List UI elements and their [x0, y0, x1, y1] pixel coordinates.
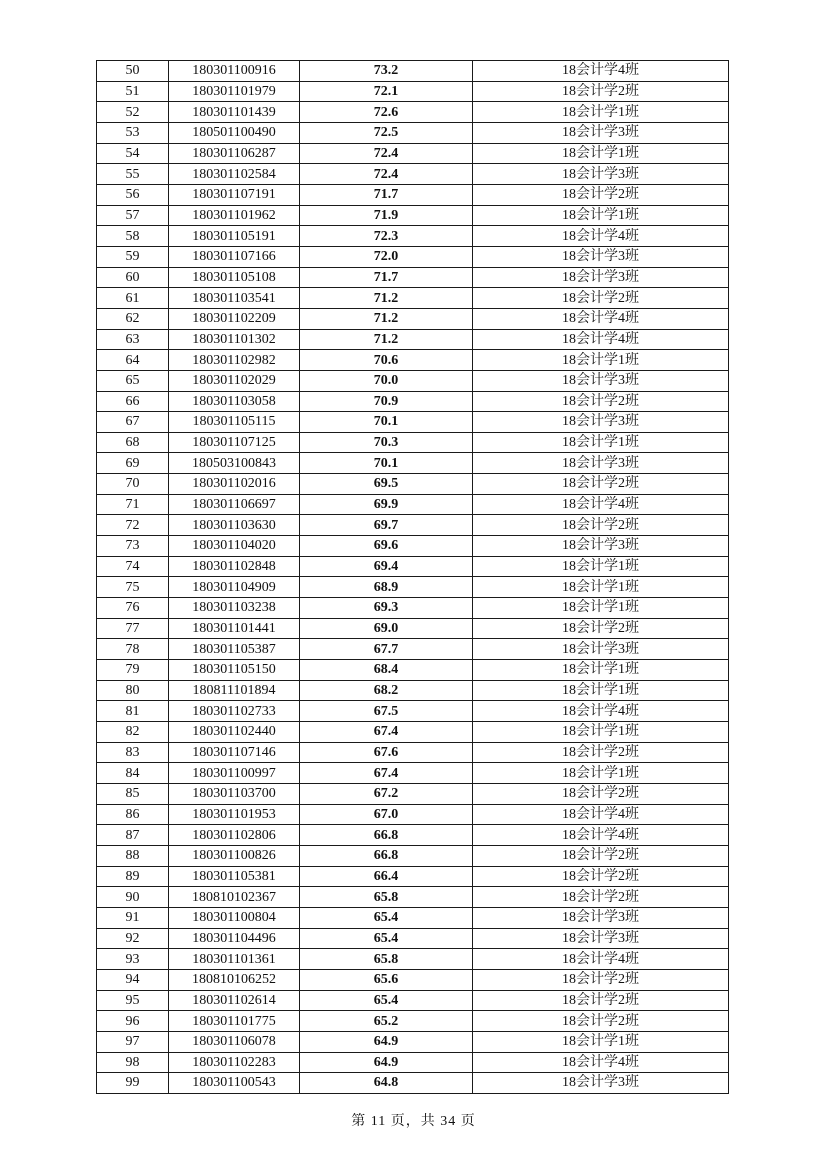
student-id-cell: 180301102848 [169, 556, 300, 577]
class-name-cell: 18会计学2班 [473, 81, 729, 102]
score-cell: 64.9 [300, 1052, 473, 1073]
table-row [97, 949, 729, 970]
score-cell: 68.9 [300, 577, 473, 598]
table-row [97, 61, 729, 82]
class-name-cell: 18会计学1班 [473, 350, 729, 371]
table-row [97, 370, 729, 391]
student-id-cell: 180301103058 [169, 391, 300, 412]
score-cell: 71.7 [300, 184, 473, 205]
score-cell: 70.1 [300, 453, 473, 474]
student-id-cell: 180301102283 [169, 1052, 300, 1073]
row-number-cell: 80 [97, 680, 169, 701]
table-row [97, 184, 729, 205]
score-cell: 65.2 [300, 1011, 473, 1032]
student-id-cell: 180301101953 [169, 804, 300, 825]
student-id-cell: 180301102806 [169, 825, 300, 846]
table-row [97, 1011, 729, 1032]
class-name-cell: 18会计学2班 [473, 515, 729, 536]
class-name-cell: 18会计学1班 [473, 722, 729, 743]
row-number-cell: 72 [97, 515, 169, 536]
row-number-cell: 83 [97, 742, 169, 763]
row-number-cell: 50 [97, 61, 169, 82]
row-number-cell: 81 [97, 701, 169, 722]
row-number-cell: 90 [97, 887, 169, 908]
table-row [97, 618, 729, 639]
class-name-cell: 18会计学3班 [473, 267, 729, 288]
student-id-cell: 180301103700 [169, 783, 300, 804]
student-id-cell: 180301102614 [169, 990, 300, 1011]
row-number-cell: 69 [97, 453, 169, 474]
class-name-cell: 18会计学4班 [473, 61, 729, 82]
table-row [97, 350, 729, 371]
table-row [97, 432, 729, 453]
table-row [97, 928, 729, 949]
score-cell: 69.4 [300, 556, 473, 577]
score-cell: 66.8 [300, 845, 473, 866]
score-cell: 69.0 [300, 618, 473, 639]
table-row [97, 267, 729, 288]
table-row [97, 288, 729, 309]
row-number-cell: 56 [97, 184, 169, 205]
table-row [97, 246, 729, 267]
row-number-cell: 86 [97, 804, 169, 825]
class-name-cell: 18会计学3班 [473, 246, 729, 267]
score-cell: 67.4 [300, 763, 473, 784]
class-name-cell: 18会计学3班 [473, 453, 729, 474]
table-row [97, 329, 729, 350]
row-number-cell: 73 [97, 536, 169, 557]
row-number-cell: 87 [97, 825, 169, 846]
row-number-cell: 62 [97, 308, 169, 329]
class-name-cell: 18会计学3班 [473, 122, 729, 143]
class-name-cell: 18会计学4班 [473, 701, 729, 722]
row-number-cell: 93 [97, 949, 169, 970]
student-id-cell: 180301105381 [169, 866, 300, 887]
score-cell: 65.4 [300, 907, 473, 928]
score-cell: 64.9 [300, 1031, 473, 1052]
table-row [97, 205, 729, 226]
class-name-cell: 18会计学1班 [473, 556, 729, 577]
table-row [97, 845, 729, 866]
class-name-cell: 18会计学4班 [473, 226, 729, 247]
score-cell: 65.8 [300, 949, 473, 970]
table-row [97, 887, 729, 908]
table-row [97, 680, 729, 701]
row-number-cell: 94 [97, 969, 169, 990]
table-row [97, 1031, 729, 1052]
class-name-cell: 18会计学2班 [473, 288, 729, 309]
table-row [97, 226, 729, 247]
row-number-cell: 77 [97, 618, 169, 639]
row-number-cell: 58 [97, 226, 169, 247]
table-row [97, 783, 729, 804]
student-id-cell: 180301100916 [169, 61, 300, 82]
score-cell: 70.9 [300, 391, 473, 412]
score-table [96, 60, 729, 1094]
row-number-cell: 75 [97, 577, 169, 598]
student-id-cell: 180301104496 [169, 928, 300, 949]
student-id-cell: 180501100490 [169, 122, 300, 143]
class-name-cell: 18会计学2班 [473, 474, 729, 495]
score-cell: 69.6 [300, 536, 473, 557]
class-name-cell: 18会计学2班 [473, 742, 729, 763]
score-cell: 70.6 [300, 350, 473, 371]
table-row [97, 825, 729, 846]
class-name-cell: 18会计学2班 [473, 887, 729, 908]
student-id-cell: 180301102982 [169, 350, 300, 371]
student-id-cell: 180301107146 [169, 742, 300, 763]
student-id-cell: 180301106078 [169, 1031, 300, 1052]
student-id-cell: 180301103630 [169, 515, 300, 536]
student-id-cell: 180301103541 [169, 288, 300, 309]
table-row [97, 1052, 729, 1073]
row-number-cell: 96 [97, 1011, 169, 1032]
student-id-cell: 180301100826 [169, 845, 300, 866]
score-table-body [97, 61, 729, 1094]
row-number-cell: 84 [97, 763, 169, 784]
score-cell: 70.1 [300, 412, 473, 433]
score-cell: 66.4 [300, 866, 473, 887]
row-number-cell: 64 [97, 350, 169, 371]
row-number-cell: 79 [97, 660, 169, 681]
row-number-cell: 60 [97, 267, 169, 288]
score-cell: 65.6 [300, 969, 473, 990]
row-number-cell: 63 [97, 329, 169, 350]
student-id-cell: 180301102029 [169, 370, 300, 391]
class-name-cell: 18会计学3班 [473, 536, 729, 557]
class-name-cell: 18会计学2班 [473, 184, 729, 205]
student-id-cell: 180301104020 [169, 536, 300, 557]
student-id-cell: 180301100804 [169, 907, 300, 928]
row-number-cell: 89 [97, 866, 169, 887]
student-id-cell: 180301102440 [169, 722, 300, 743]
table-row [97, 143, 729, 164]
class-name-cell: 18会计学1班 [473, 1031, 729, 1052]
table-row [97, 722, 729, 743]
class-name-cell: 18会计学3班 [473, 412, 729, 433]
student-id-cell: 180301101302 [169, 329, 300, 350]
class-name-cell: 18会计学1班 [473, 432, 729, 453]
score-cell: 65.8 [300, 887, 473, 908]
score-cell: 71.9 [300, 205, 473, 226]
row-number-cell: 67 [97, 412, 169, 433]
student-id-cell: 180810102367 [169, 887, 300, 908]
student-id-cell: 180301101441 [169, 618, 300, 639]
score-cell: 67.7 [300, 639, 473, 660]
score-cell: 72.3 [300, 226, 473, 247]
table-row [97, 639, 729, 660]
class-name-cell: 18会计学2班 [473, 969, 729, 990]
student-id-cell: 180301105108 [169, 267, 300, 288]
student-id-cell: 180301104909 [169, 577, 300, 598]
score-cell: 67.4 [300, 722, 473, 743]
row-number-cell: 53 [97, 122, 169, 143]
row-number-cell: 85 [97, 783, 169, 804]
table-row [97, 660, 729, 681]
table-row [97, 556, 729, 577]
student-id-cell: 180301106697 [169, 494, 300, 515]
score-cell: 68.2 [300, 680, 473, 701]
student-id-cell: 180301100543 [169, 1073, 300, 1094]
student-id-cell: 180301105387 [169, 639, 300, 660]
class-name-cell: 18会计学4班 [473, 308, 729, 329]
student-id-cell: 180301101775 [169, 1011, 300, 1032]
table-row [97, 742, 729, 763]
student-id-cell: 180301103238 [169, 598, 300, 619]
score-cell: 69.3 [300, 598, 473, 619]
student-id-cell: 180301107191 [169, 184, 300, 205]
table-row [97, 308, 729, 329]
table-row [97, 453, 729, 474]
score-cell: 73.2 [300, 61, 473, 82]
row-number-cell: 55 [97, 164, 169, 185]
table-row [97, 122, 729, 143]
class-name-cell: 18会计学3班 [473, 928, 729, 949]
class-name-cell: 18会计学4班 [473, 494, 729, 515]
class-name-cell: 18会计学1班 [473, 763, 729, 784]
student-id-cell: 180301105115 [169, 412, 300, 433]
score-cell: 69.7 [300, 515, 473, 536]
row-number-cell: 57 [97, 205, 169, 226]
class-name-cell: 18会计学4班 [473, 949, 729, 970]
row-number-cell: 99 [97, 1073, 169, 1094]
class-name-cell: 18会计学1班 [473, 143, 729, 164]
row-number-cell: 76 [97, 598, 169, 619]
class-name-cell: 18会计学2班 [473, 866, 729, 887]
table-row [97, 81, 729, 102]
class-name-cell: 18会计学1班 [473, 205, 729, 226]
student-id-cell: 180301101361 [169, 949, 300, 970]
student-id-cell: 180301102584 [169, 164, 300, 185]
class-name-cell: 18会计学2班 [473, 1011, 729, 1032]
score-cell: 65.4 [300, 928, 473, 949]
score-cell: 67.5 [300, 701, 473, 722]
class-name-cell: 18会计学4班 [473, 804, 729, 825]
student-id-cell: 180301101439 [169, 102, 300, 123]
row-number-cell: 61 [97, 288, 169, 309]
class-name-cell: 18会计学1班 [473, 660, 729, 681]
student-id-cell: 180810106252 [169, 969, 300, 990]
score-cell: 70.3 [300, 432, 473, 453]
student-id-cell: 180301102733 [169, 701, 300, 722]
row-number-cell: 68 [97, 432, 169, 453]
score-cell: 72.1 [300, 81, 473, 102]
class-name-cell: 18会计学4班 [473, 329, 729, 350]
row-number-cell: 70 [97, 474, 169, 495]
table-row [97, 102, 729, 123]
table-row [97, 990, 729, 1011]
row-number-cell: 52 [97, 102, 169, 123]
score-cell: 72.4 [300, 164, 473, 185]
class-name-cell: 18会计学3班 [473, 907, 729, 928]
table-row [97, 474, 729, 495]
score-cell: 65.4 [300, 990, 473, 1011]
student-id-cell: 180301102209 [169, 308, 300, 329]
row-number-cell: 71 [97, 494, 169, 515]
row-number-cell: 82 [97, 722, 169, 743]
class-name-cell: 18会计学2班 [473, 618, 729, 639]
score-cell: 72.5 [300, 122, 473, 143]
row-number-cell: 78 [97, 639, 169, 660]
table-row [97, 494, 729, 515]
row-number-cell: 51 [97, 81, 169, 102]
row-number-cell: 97 [97, 1031, 169, 1052]
score-cell: 72.6 [300, 102, 473, 123]
student-id-cell: 180301102016 [169, 474, 300, 495]
table-row [97, 969, 729, 990]
class-name-cell: 18会计学3班 [473, 164, 729, 185]
class-name-cell: 18会计学3班 [473, 639, 729, 660]
score-cell: 67.6 [300, 742, 473, 763]
class-name-cell: 18会计学1班 [473, 680, 729, 701]
table-row [97, 391, 729, 412]
score-cell: 72.4 [300, 143, 473, 164]
row-number-cell: 66 [97, 391, 169, 412]
row-number-cell: 74 [97, 556, 169, 577]
class-name-cell: 18会计学1班 [473, 102, 729, 123]
table-row [97, 763, 729, 784]
table-row [97, 412, 729, 433]
table-row [97, 804, 729, 825]
row-number-cell: 88 [97, 845, 169, 866]
student-id-cell: 180301107166 [169, 246, 300, 267]
table-row [97, 866, 729, 887]
row-number-cell: 54 [97, 143, 169, 164]
table-row [97, 577, 729, 598]
row-number-cell: 59 [97, 246, 169, 267]
class-name-cell: 18会计学3班 [473, 370, 729, 391]
student-id-cell: 180301107125 [169, 432, 300, 453]
score-cell: 67.2 [300, 783, 473, 804]
score-cell: 71.2 [300, 329, 473, 350]
row-number-cell: 95 [97, 990, 169, 1011]
student-id-cell: 180301106287 [169, 143, 300, 164]
table-row [97, 1073, 729, 1094]
row-number-cell: 65 [97, 370, 169, 391]
class-name-cell: 18会计学1班 [473, 577, 729, 598]
row-number-cell: 91 [97, 907, 169, 928]
score-cell: 67.0 [300, 804, 473, 825]
score-cell: 69.9 [300, 494, 473, 515]
student-id-cell: 180301100997 [169, 763, 300, 784]
class-name-cell: 18会计学4班 [473, 825, 729, 846]
score-cell: 72.0 [300, 246, 473, 267]
score-cell: 71.2 [300, 288, 473, 309]
table-row [97, 907, 729, 928]
row-number-cell: 92 [97, 928, 169, 949]
score-cell: 68.4 [300, 660, 473, 681]
student-id-cell: 180301105191 [169, 226, 300, 247]
row-number-cell: 98 [97, 1052, 169, 1073]
table-row [97, 536, 729, 557]
student-id-cell: 180811101894 [169, 680, 300, 701]
student-id-cell: 180301101979 [169, 81, 300, 102]
score-cell: 66.8 [300, 825, 473, 846]
score-cell: 71.2 [300, 308, 473, 329]
class-name-cell: 18会计学2班 [473, 783, 729, 804]
class-name-cell: 18会计学2班 [473, 845, 729, 866]
class-name-cell: 18会计学2班 [473, 990, 729, 1011]
score-cell: 71.7 [300, 267, 473, 288]
table-row [97, 598, 729, 619]
table-row [97, 515, 729, 536]
student-id-cell: 180301105150 [169, 660, 300, 681]
table-row [97, 164, 729, 185]
table-row [97, 701, 729, 722]
score-cell: 64.8 [300, 1073, 473, 1094]
class-name-cell: 18会计学2班 [473, 391, 729, 412]
student-id-cell: 180503100843 [169, 453, 300, 474]
score-cell: 69.5 [300, 474, 473, 495]
page-footer: 第 11 页，共 34 页 [351, 1114, 476, 1129]
class-name-cell: 18会计学3班 [473, 1073, 729, 1094]
student-id-cell: 180301101962 [169, 205, 300, 226]
class-name-cell: 18会计学4班 [473, 1052, 729, 1073]
class-name-cell: 18会计学1班 [473, 598, 729, 619]
score-cell: 70.0 [300, 370, 473, 391]
